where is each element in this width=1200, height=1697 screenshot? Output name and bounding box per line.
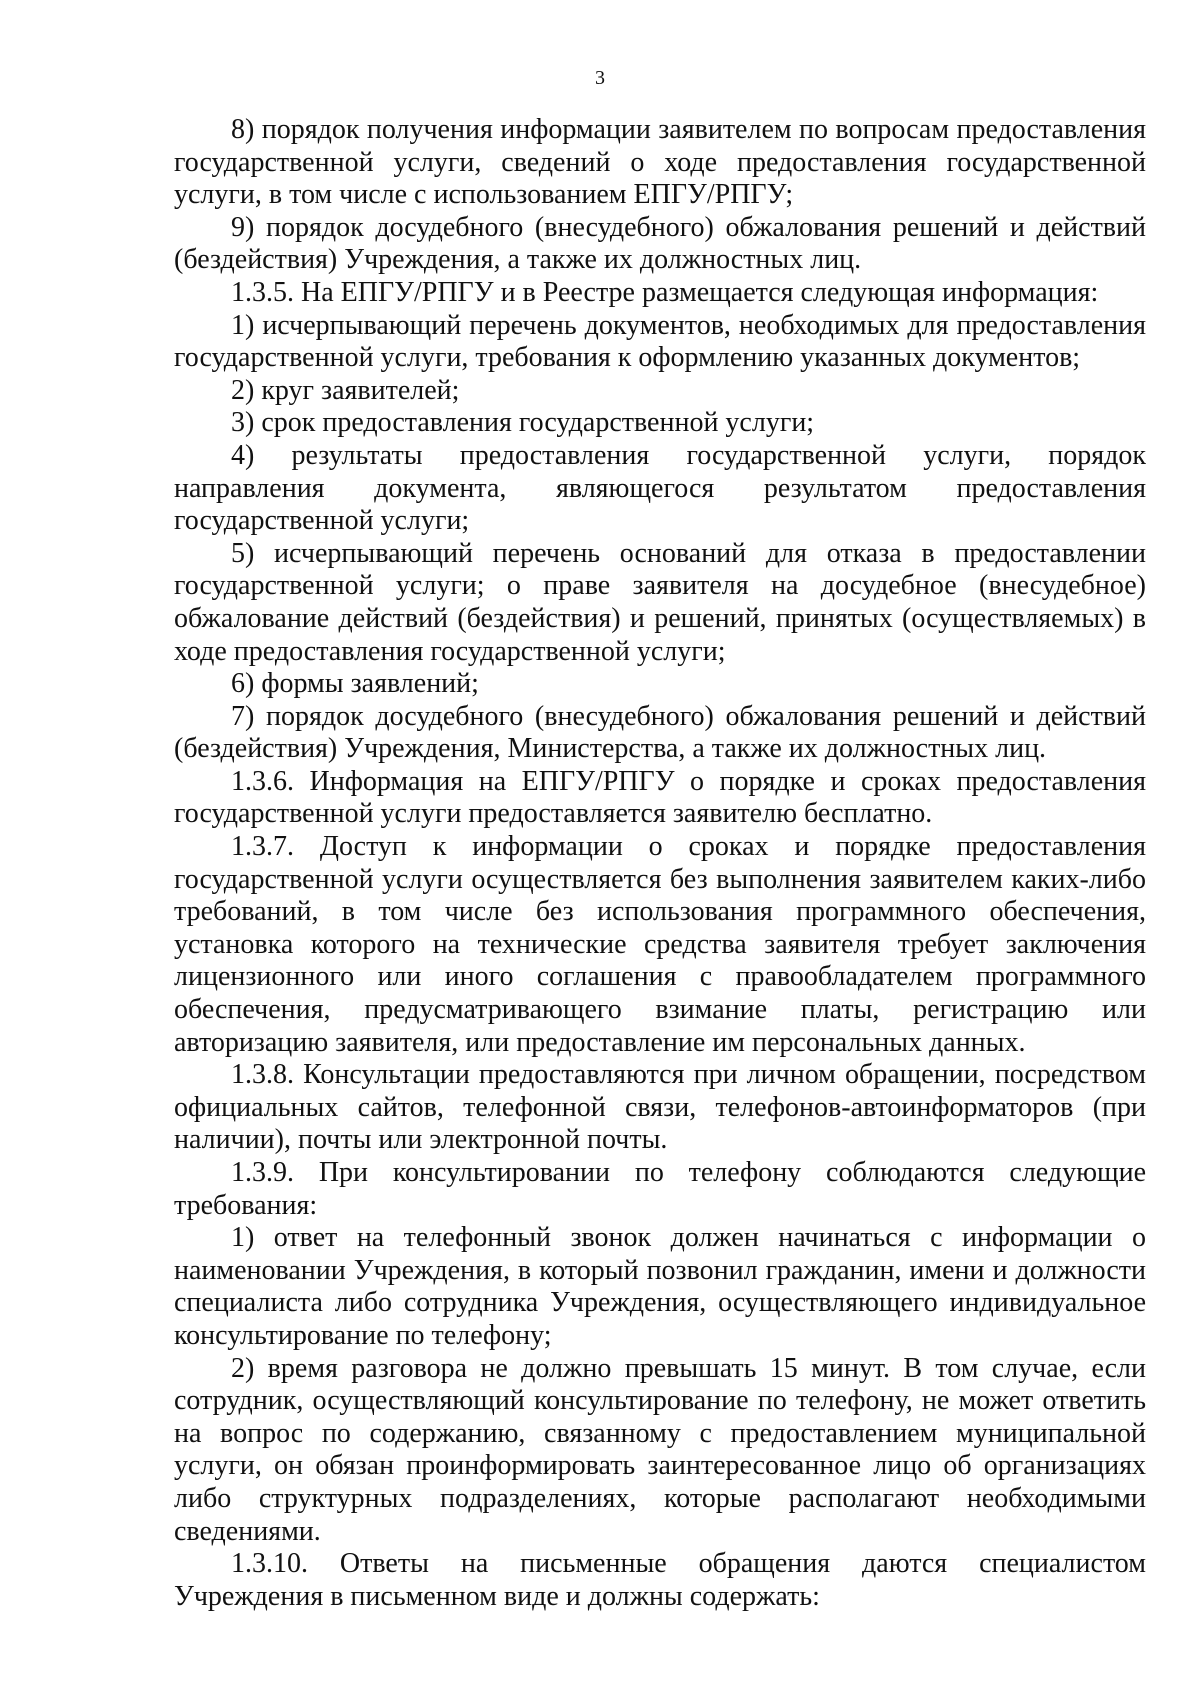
paragraph-item-7: 7) порядок досудебного (внесудебного) обжалования решений и действий (бездействия) Учреждения, Министерства, а также их должностных лиц. — [174, 700, 1146, 765]
paragraph-phone-item-2: 2) время разговора не должно превышать 15 минут. В том случае, если сотрудник, осуществляющий консультирование по телефону, не может ответить на вопрос по содержанию, связанному с предоставлением муниципальной услуги, он обязан проинформировать заинтересованное лицо об организациях либо структурных подразделениях, которые располагают необходимыми сведениями. — [174, 1352, 1146, 1547]
paragraph-item-9: 9) порядок досудебного (внесудебного) обжалования решений и действий (бездействия) Учреждения, а также их должностных лиц. — [174, 211, 1146, 276]
paragraph-1-3-10: 1.3.10. Ответы на письменные обращения даются специалистом Учреждения в письменном виде и должны содержать: — [174, 1548, 1146, 1612]
paragraph-1-3-5: 1.3.5. На ЕПГУ/РПГУ и в Реестре размещается следующая информация: — [231, 276, 1099, 308]
paragraph-1-3-9: 1.3.9. При консультировании по телефону соблюдаются следующие требования: — [174, 1157, 1146, 1221]
paragraph-1-3-6: 1.3.6. Информация на ЕПГУ/РПГУ о порядке и сроках предоставления государственной услуги предоставляется заявителю бесплатно. — [174, 765, 1146, 830]
paragraph-item-8: 8) порядок получения информации заявителем по вопросам предоставления государственной услуги, сведений о ходе предоставления государственной услуги, в том числе с использованием ЕПГУ/РПГУ; — [174, 114, 1146, 211]
paragraph-item-5: 5) исчерпывающий перечень оснований для отказа в предоставлении государственной услуги; о праве заявителя на досудебное (внесудебное) обжалование действий (бездействия) и решений, принятых (осуществляемых) в ходе предоставления государственной услуги; — [174, 537, 1146, 667]
paragraph-1-3-8: 1.3.8. Консультации предоставляются при личном обращении, посредством официальных сайтов, телефонной связи, телефонов-автоинформаторов (при наличии), почты или электронной почты. — [174, 1059, 1146, 1156]
paragraph-1-3-7: 1.3.7. Доступ к информации о сроках и порядке предоставления государственной услуги осуществляется без выполнения заявителем каких-либо требований, в том числе без использования программного обеспечения, установка которого на технические средства заявителя требует заключения лицензионного или иного соглашения с правообладателем программного обеспечения, предусматривающего взимание платы, регистрацию или авторизацию заявителя, или предоставление им персональных данных. — [174, 831, 1146, 1058]
document-body — [174, 114, 1146, 1613]
paragraph-item-6: 6) формы заявлений; — [231, 668, 479, 700]
paragraph-item-3: 3) срок предоставления государственной услуги; — [231, 407, 815, 439]
paragraph-phone-item-1: 1) ответ на телефонный звонок должен начинаться с информации о наименовании Учреждения, в который позвонил гражданин, имени и должности специалиста либо сотрудника Учреждения, осуществляющего индивидуальное консультирование по телефону; — [174, 1222, 1146, 1351]
paragraph-item-4: 4) результаты предоставления государственной услуги, порядок направления документа, являющегося результатом предоставления государственной услуги; — [174, 439, 1146, 537]
page-number: 3 — [595, 67, 605, 89]
paragraph-item-1: 1) исчерпывающий перечень документов, необходимых для предоставления государственной услуги, требования к оформлению указанных документов; — [174, 309, 1146, 374]
paragraph-item-2: 2) круг заявителей; — [231, 374, 460, 406]
